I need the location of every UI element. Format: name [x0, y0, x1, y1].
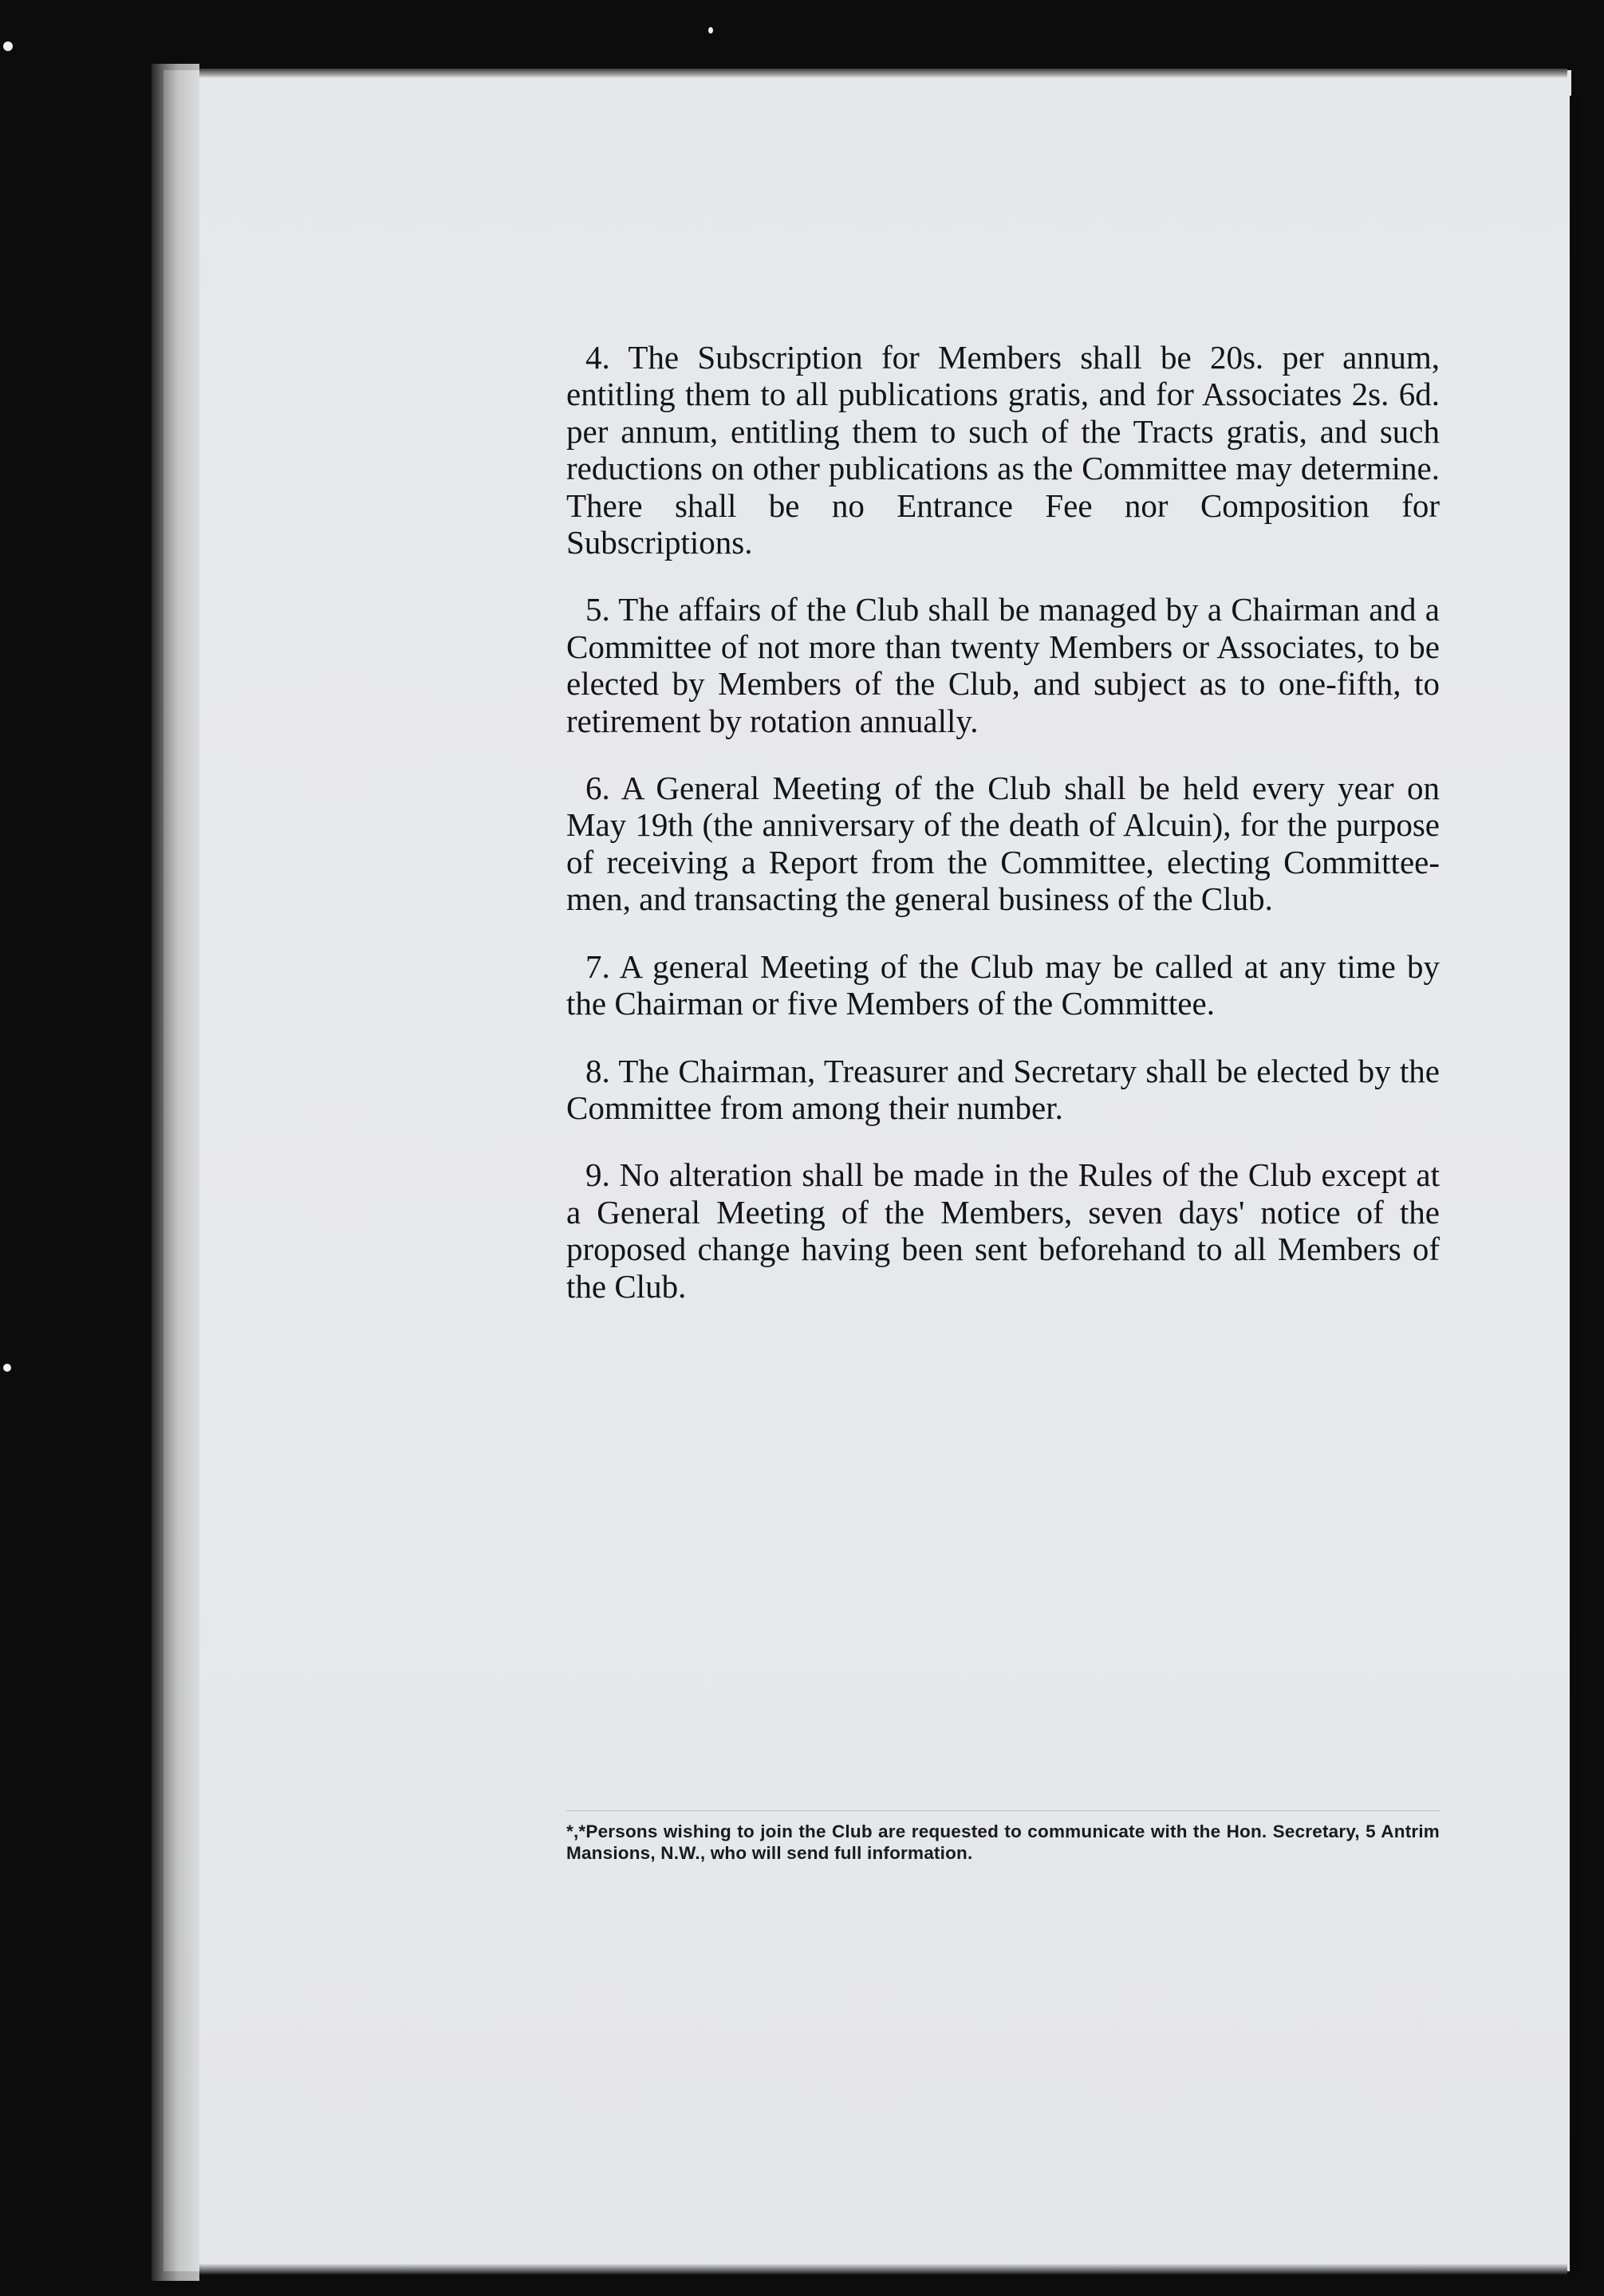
scan-speck	[3, 41, 13, 51]
page-right-edge	[1570, 96, 1581, 2273]
footnote: *,*Persons wishing to join the Club are requested to communicate with the Hon. Secretary, 5 Antrim Mansions, N.W., who will send full information.	[566, 1821, 1440, 1863]
rule-paragraph-9: 9. No alteration shall be made in the Rules of the Club except at a General Meeting of the Members, seven days' notice of the proposed change having been sent beforehand to all Members of the Club.	[566, 1156, 1440, 1305]
page-top-edge	[199, 69, 1567, 78]
rule-paragraph-7: 7. A general Meeting of the Club may be called at any time by the Chairman or five Members of the Committee.	[566, 947, 1440, 1022]
scan-speck	[708, 27, 713, 33]
scan-speck	[3, 1364, 11, 1372]
rule-paragraph-5: 5. The affairs of the Club shall be managed by a Chairman and a Committee of not more than twenty Members or Associates, to be elected by Members of the Club, and subject as to one-fifth, to retirement by rotation annually.	[566, 591, 1440, 739]
rules-text-block	[566, 339, 1440, 1335]
rule-paragraph-4: 4. The Subscription for Members shall be 20s. per annum, entitling them to all publications gratis, and for Associates 2s. 6d. per annum, entitling them to such of the Tracts gratis, and such reductions on other publications as the Committee may determine. There shall be no Entrance Fee nor Composition for Subscriptions.	[566, 339, 1440, 561]
rule-paragraph-8: 8. The Chairman, Treasurer and Secretary shall be elected by the Committee from among their number.	[566, 1052, 1440, 1126]
footnote-divider	[566, 1810, 1440, 1811]
page-bottom-edge	[199, 2263, 1567, 2274]
book-spine-shadow	[152, 64, 199, 2281]
rule-paragraph-6: 6. A General Meeting of the Club shall be held every year on May 19th (the anniversary of the death of Alcuin), for the purpose of receiving a Report from the Committee, electing Committee-men, and transacting the general business of the Club.	[566, 770, 1440, 918]
